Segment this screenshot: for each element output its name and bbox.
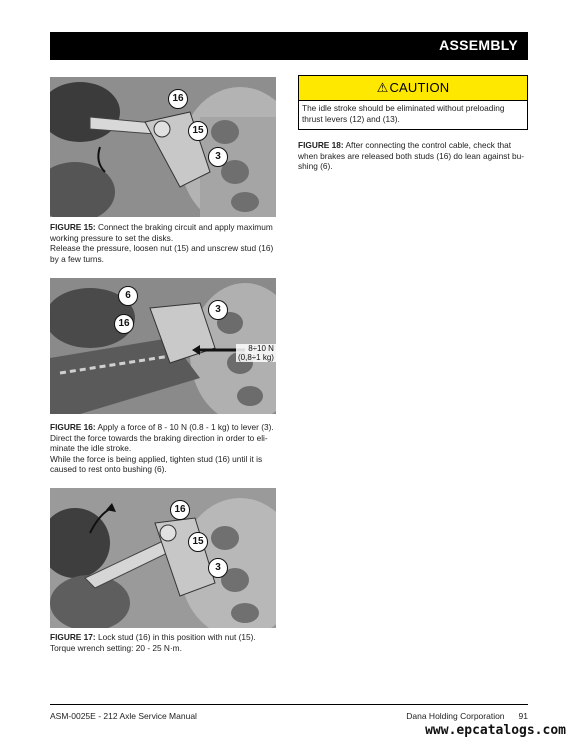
warning-triangle-icon: ⚠ bbox=[376, 80, 389, 95]
caution-line: The idle stroke should be eliminated without preloading bbox=[302, 103, 505, 113]
caption-line: by a few turns. bbox=[50, 253, 104, 264]
callout-15: 15 bbox=[188, 532, 208, 552]
section-title: ASSEMBLY bbox=[439, 37, 518, 53]
caption-line: Direct the force towards the braking direction in order to eli- bbox=[50, 432, 268, 443]
page-number: 91 bbox=[518, 711, 528, 721]
caption-line: Release the pressure, loosen nut (15) and unscrew stud (16) bbox=[50, 243, 274, 254]
figure-18-line: After connecting the control cable, check that bbox=[343, 140, 512, 150]
force-label bbox=[236, 344, 276, 362]
figure-18-line: when brakes are released both studs (16) do lean against bu- bbox=[298, 150, 525, 161]
footer-divider bbox=[50, 704, 528, 705]
caution-line: thrust levers (12) and (13). bbox=[302, 113, 400, 124]
caption-line: Apply a force of 8 - 10 N (0.8 - 1 kg) to lever (3). bbox=[95, 422, 274, 432]
footer-manual-title: ASM-0025E - 212 Axle Service Manual bbox=[50, 711, 197, 721]
footer-company bbox=[406, 711, 528, 721]
figure-15-caption bbox=[50, 222, 282, 264]
caption-line: Connect the braking circuit and apply maximum bbox=[95, 222, 273, 232]
section-header-bar bbox=[50, 32, 528, 60]
figure-15-label: FIGURE 15: bbox=[50, 222, 96, 232]
caution-title: CAUTION bbox=[389, 80, 450, 95]
figure-18-text bbox=[298, 140, 528, 172]
callout-3: 3 bbox=[208, 558, 228, 578]
caption-line: caused to rest onto bushing (6). bbox=[50, 464, 167, 475]
figure-17-label: FIGURE 17: bbox=[50, 632, 96, 642]
caption-line: working pressure to set the disks. bbox=[50, 232, 174, 243]
callout-16: 16 bbox=[168, 89, 188, 109]
caption-line: Lock stud (16) in this position with nut (15). bbox=[95, 632, 256, 642]
callout-3: 3 bbox=[208, 300, 228, 320]
footer-company-name: Dana Holding Corporation bbox=[406, 711, 505, 721]
force-label-line: (0,8÷1 kg) bbox=[238, 353, 274, 362]
figure-18-label: FIGURE 18: bbox=[298, 140, 344, 150]
callout-15: 15 bbox=[188, 121, 208, 141]
callout-16: 16 bbox=[170, 500, 190, 520]
caption-line: minate the idle stroke. bbox=[50, 443, 132, 454]
figure-16-photo bbox=[50, 278, 276, 414]
watermark: www.epcatalogs.com bbox=[425, 723, 566, 738]
caution-text bbox=[299, 101, 527, 126]
figure-15-photo bbox=[50, 77, 276, 217]
callout-3: 3 bbox=[208, 147, 228, 167]
force-label-line: 8÷10 N bbox=[248, 344, 274, 353]
callout-16: 16 bbox=[114, 314, 134, 334]
figure-16-caption bbox=[50, 422, 282, 475]
figure-18-line: shing (6). bbox=[298, 161, 333, 172]
figure-17-photo bbox=[50, 488, 276, 628]
caption-line: While the force is being applied, tighten stud (16) until it is bbox=[50, 453, 263, 464]
caution-box bbox=[298, 75, 528, 130]
caution-header bbox=[299, 76, 527, 101]
figure-17-caption bbox=[50, 632, 282, 653]
figure-16-label: FIGURE 16: bbox=[50, 422, 96, 432]
callout-6: 6 bbox=[118, 286, 138, 306]
caption-line: Torque wrench setting: 20 - 25 N·m. bbox=[50, 642, 182, 653]
